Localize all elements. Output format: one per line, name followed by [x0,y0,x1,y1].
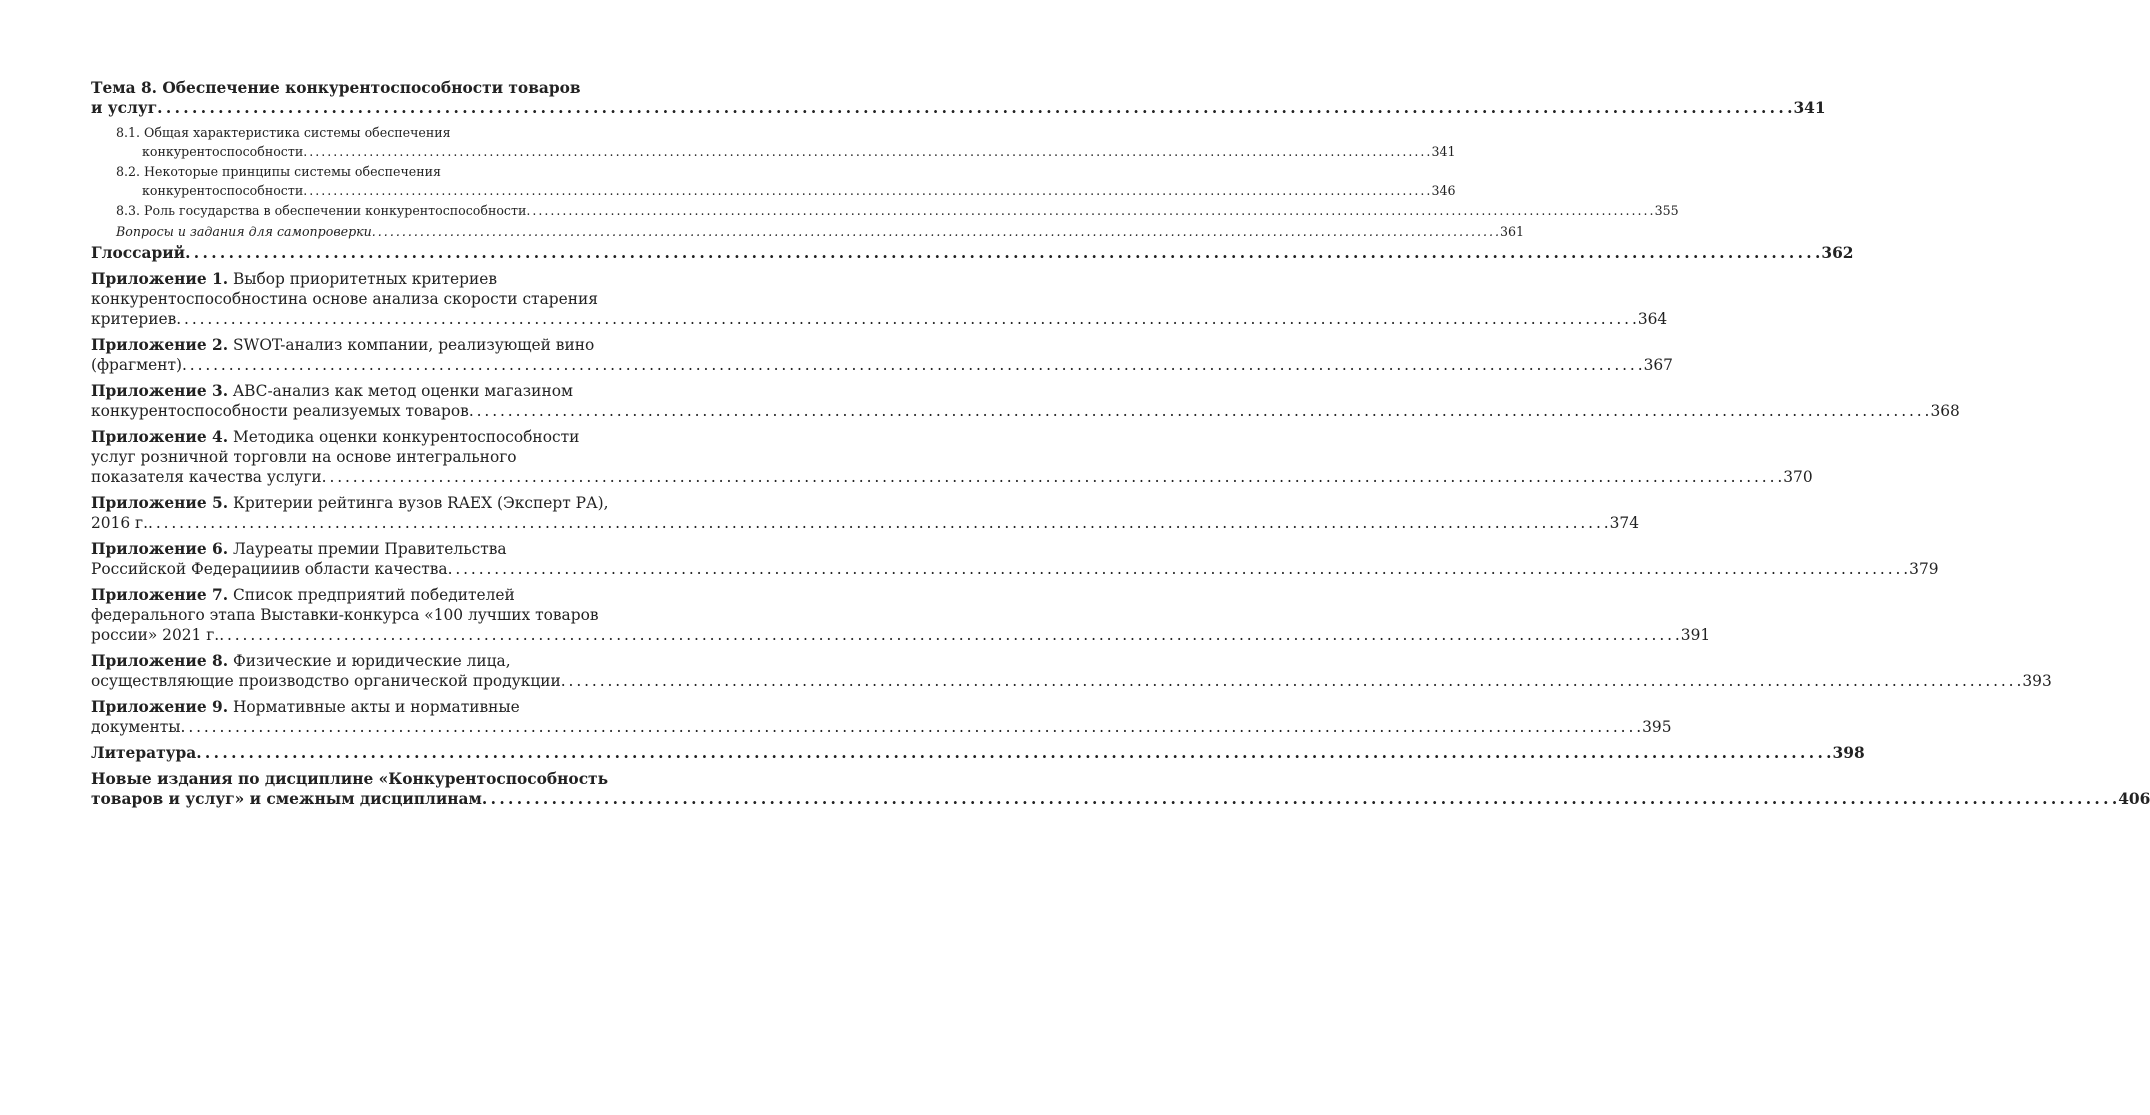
toc-entry-number: Тема 8. [91,79,158,97]
toc-entry-text: Глоссарий [91,244,186,262]
toc-entry[interactable] [91,163,1456,200]
toc-entry-text: Физические и юридические лица, [228,652,511,670]
page-number: 361 [1500,223,1525,239]
page-number: 391 [1680,626,1711,644]
dot-leader [196,743,1830,763]
dot-leader [469,401,1929,421]
toc-entry-number: Приложение 8. [91,652,229,670]
dot-leader [526,202,1652,221]
page-number: 398 [1832,744,1865,762]
toc-entry-text: Нормативные акты и нормативные [228,698,520,716]
page-number: 368 [1930,402,1960,420]
dot-leader [148,513,1608,533]
toc-entry-text: документы [91,718,181,736]
toc-entry[interactable] [91,743,1865,763]
toc-entry-text: показателя качества услуги [91,468,322,486]
toc-entry[interactable] [91,78,1826,118]
dot-leader [482,789,2116,809]
toc-entry[interactable] [91,202,1679,221]
toc-entry[interactable] [91,427,1813,487]
toc-entry-text: товаров и услуг» и смежным дисциплинам [91,790,482,808]
toc-entry-number: Приложение 7. [91,586,229,604]
toc-entry-text: Список предприятий победителей [228,586,515,604]
toc-entry[interactable] [91,124,1456,161]
toc-entry-text: конкурентоспособности реализуемых товаров [91,402,469,420]
dot-leader [182,355,1642,375]
dot-leader [219,625,1679,645]
page-number: 367 [1643,356,1673,374]
toc-entry-text: SWOT-анализ компании, реализующей вино [228,336,595,354]
toc-entry-text: Российской Федерацииив области качества [91,560,448,578]
toc-entry-number: Приложение 2. [91,336,229,354]
toc-entry-text: конкурентоспособностина основе анализа скорости старения [91,290,598,308]
dot-leader [372,223,1498,242]
toc-entry-number: Приложение 4. [91,428,229,446]
toc-entry[interactable] [91,585,1711,645]
toc-entry-number: Приложение 3. [91,382,229,400]
toc-entry-text: Литература [91,744,197,762]
toc-entry-number: 8.2. [116,164,141,179]
toc-entry-text: услуг розничной торговли на основе интегрального [91,448,517,466]
toc-entry-number: Приложение 9. [91,698,229,716]
page-number: 355 [1654,203,1679,218]
toc-entry[interactable] [91,651,2052,691]
page-number: 341 [1793,99,1826,117]
toc-entry-text: Вопросы и задания для самопроверки [116,223,372,239]
toc-entry-text: ABC-анализ как метод оценки магазином [228,382,573,400]
toc-entry[interactable] [91,493,1640,533]
toc-entry-text: конкурентоспособности [142,182,304,198]
toc-entry[interactable] [91,335,1673,375]
toc-entry-text: Некоторые принципы системы обеспечения [140,164,441,179]
toc-entry-text: критериев [91,310,177,328]
page-number: 362 [1821,244,1854,262]
toc-entry-text: Роль государства в обеспечении конкурентоспособности [140,203,527,218]
toc-entry[interactable] [91,697,1672,737]
dot-leader [561,671,2021,691]
toc-entry[interactable] [91,539,1939,579]
toc-entry-number: 8.3. [116,203,141,218]
toc-entry-text: (фрагмент) [91,356,182,374]
toc-entry-text: Лауреаты премии Правительства [228,540,507,558]
toc-entry-text: Обеспечение конкурентоспособности товаров [157,79,581,97]
dot-leader [176,309,1636,329]
dot-leader [303,182,1429,201]
dot-leader [448,559,1908,579]
page-number: 374 [1609,514,1640,532]
toc-entry-text: федерального этапа Выставки-конкурса «100 лучших товаров [91,606,599,624]
toc-entry-text: конкурентоспособности [142,143,304,159]
toc-entry[interactable] [91,269,1668,329]
toc-entry-text: Критерии рейтинга вузов RAEX (Эксперт РА), [228,494,609,512]
toc-entry[interactable] [91,381,1960,421]
toc-entry-text: Общая характеристика системы обеспечения [140,125,451,140]
page-number: 393 [2022,672,2052,690]
toc-entry-text: осуществляющие производство органической продукции [91,672,561,690]
toc-entry[interactable] [91,243,1854,263]
page-number: 395 [1642,718,1672,736]
table-of-contents [91,78,2150,815]
toc-entry-number: Приложение 1. [91,270,229,288]
dot-leader [185,243,1819,263]
toc-entry-text: 2016 г. [91,514,149,532]
toc-entry-number: 8.1. [116,125,141,140]
dot-leader [181,717,1641,737]
dot-leader [157,98,1791,118]
toc-entry-number: Приложение 6. [91,540,229,558]
toc-entry-text: Новые издания по дисциплине «Конкурентоспособность [91,770,609,788]
page-number: 346 [1431,182,1456,198]
page-number: 370 [1783,468,1813,486]
page-number: 379 [1909,560,1939,578]
toc-entry-text: россии» 2021 г. [91,626,220,644]
toc-entry[interactable] [91,223,1525,242]
toc-entry-text: Методика оценки конкурентоспособности [228,428,580,446]
page-number: 364 [1637,310,1668,328]
dot-leader [322,467,1782,487]
toc-entry-number: Приложение 5. [91,494,229,512]
dot-leader [303,143,1429,162]
toc-entry[interactable] [91,769,2150,809]
page-number: 406 [2118,790,2150,808]
toc-entry-text: и услуг [91,99,158,117]
toc-entry-text: Выбор приоритетных критериев [228,270,497,288]
page-number: 341 [1431,143,1456,159]
